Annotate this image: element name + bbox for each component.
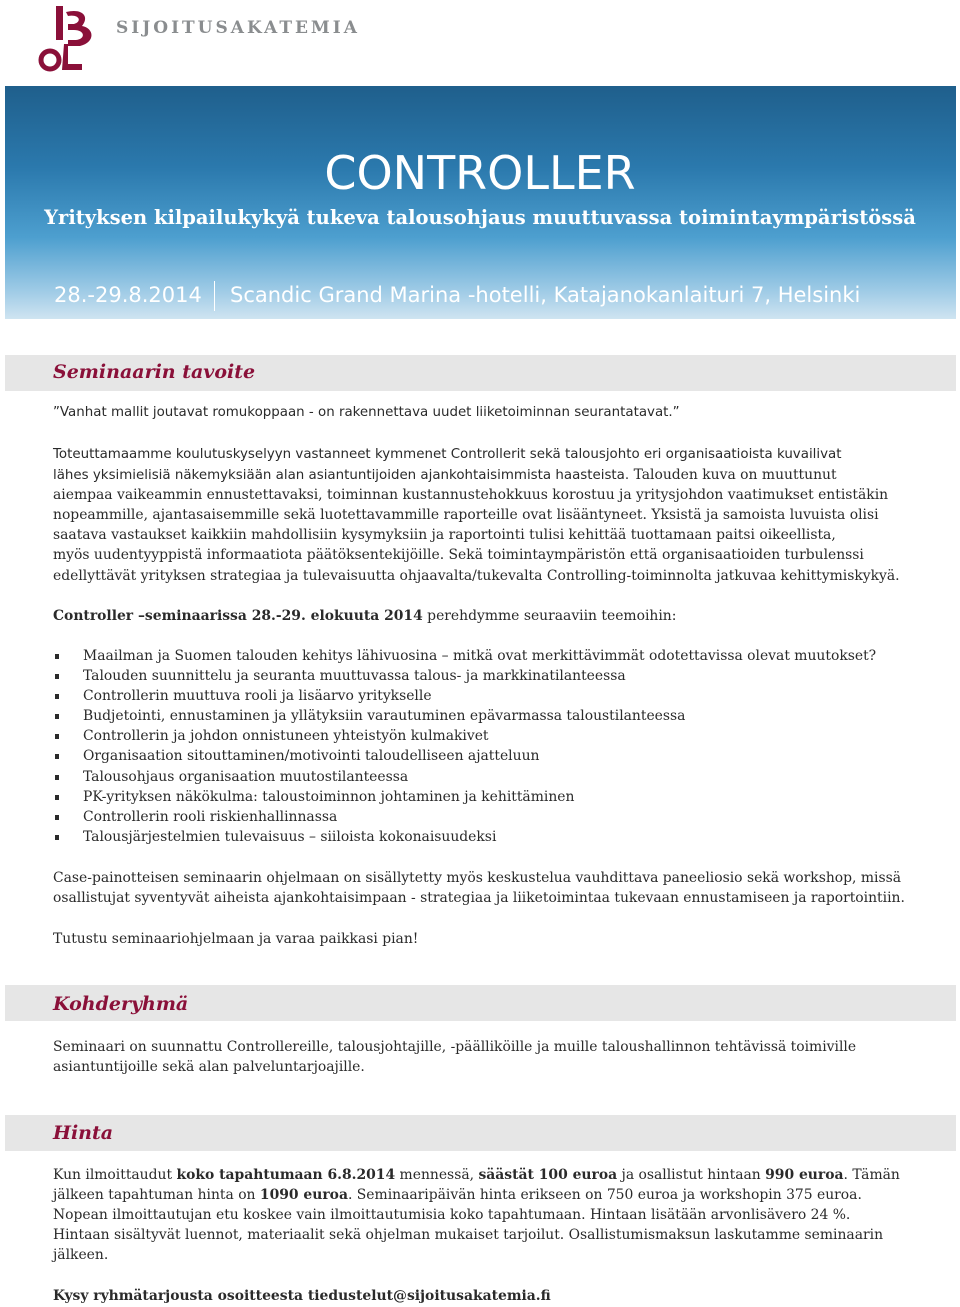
list-item: Talousohjaus organisaation muutostilanteessa bbox=[53, 767, 876, 787]
goal-paragraph-line: lähes yksimielisiä näkemyksiään alan asiantuntijoiden ajankohtaisimmista haasteista. Talouden kuva on muuttunut bbox=[53, 467, 837, 483]
list-item: Controllerin ja johdon onnistuneen yhteistyön kulmakivet bbox=[53, 726, 876, 746]
goal-paragraph-line: edellyttävät yrityksen strategiaa ja tulevaisuutta ohjaavalta/tukevalta Controlling-toiminnolta jatkuvaa kehittymiskykyä. bbox=[53, 568, 900, 584]
list-item: Budjetointi, ennustaminen ja yllätyksiin varautuminen epävarmassa taloustilanteessa bbox=[53, 706, 876, 726]
list-item: Controllerin muuttuva rooli ja lisäarvo yritykselle bbox=[53, 686, 876, 706]
goal-paragraph-line: saatava vastaukset kaikkiin mahdollisiin kysymyksiin ja raportointi tulisi kehittää tuottamaan paitsi oikeellista, bbox=[53, 527, 836, 543]
page-subtitle: Yrityksen kilpailukykyä tukeva talousohjaus muuttuvassa toimintaympäristössä bbox=[44, 206, 916, 229]
topics-list bbox=[53, 646, 876, 847]
call-to-action: Tutustu seminaariohjelmaan ja varaa paikkasi pian! bbox=[53, 931, 419, 947]
case-paragraph-line: Case-painotteisen seminaarin ohjelmaan on sisällytetty myös keskustelua vauhdittava paneeliosio sekä workshop, missä bbox=[53, 870, 902, 886]
list-item: PK-yrityksen näkökulma: taloustoiminnon johtaminen ja kehittäminen bbox=[53, 787, 876, 807]
price-line: jälkeen tapahtuman hinta on 1090 euroa. Seminaaripäivän hinta erikseen on 750 euroa ja workshopin 375 euroa. bbox=[53, 1187, 862, 1203]
list-item: Talouden suunnittelu ja seuranta muuttuvassa talous- ja markkinatilanteessa bbox=[53, 666, 876, 686]
price-line: Hintaan sisältyvät luennot, materiaalit sekä ohjelman mukaiset tarjoilut. Osallistumismaksun laskutamme seminaarin bbox=[53, 1227, 884, 1243]
audience-line: asiantuntijoille sekä alan palveluntarjoajille. bbox=[53, 1059, 365, 1075]
goal-paragraph-line: nopeammille, ajantasaisemmille sekä luotettavammille raporteille ovat lisääntyneet. Yksistä ja samoista luvuista olisi bbox=[53, 507, 879, 523]
price-line: Kun ilmoittaudut koko tapahtumaan 6.8.2014 mennessä, säästät 100 euroa ja osallistut hintaan 990 euroa. Tämän bbox=[53, 1167, 900, 1183]
page-title: CONTROLLER bbox=[324, 146, 636, 200]
section-title-goal: Seminaarin tavoite bbox=[53, 361, 256, 383]
group-offer: Kysy ryhmätarjousta osoitteesta tiedustelut@sijoitusakatemia.fi bbox=[53, 1288, 551, 1304]
list-item: Controllerin rooli riskienhallinnassa bbox=[53, 807, 876, 827]
list-item: Maailman ja Suomen talouden kehitys lähivuosina – mitkä ovat merkittävimmät odotettavissa olevat muutokset? bbox=[53, 646, 876, 666]
section-title-audience: Kohderyhmä bbox=[53, 993, 189, 1015]
price-line: jälkeen. bbox=[53, 1247, 109, 1263]
case-paragraph-line: osallistujat syventyvät aiheista ajankohtaisimpaan - strategiaa ja liiketoimintaa tukevaan ennustamiseen ja raportointiin. bbox=[53, 890, 905, 906]
event-date: 28.-29.8.2014 bbox=[54, 283, 202, 307]
price-line: Nopean ilmoittautujan etu koskee vain ilmoittautumisia koko tapahtumaan. Hintaan lisätään arvonlisävero 24 %. bbox=[53, 1207, 851, 1223]
goal-paragraph-line: myös uudentyyppistä informaatiota päätöksentekijöille. Sekä toimintaympäristön että organisaatioiden turbulenssi bbox=[53, 547, 864, 563]
audience-line: Seminaari on suunnattu Controllereille, talousjohtajille, -päälliköille ja muille taloushallinnon tehtävissä toimiville bbox=[53, 1039, 857, 1055]
section-title-price: Hinta bbox=[53, 1122, 114, 1144]
topics-intro: Controller –seminaarissa 28.-29. elokuuta 2014 perehdymme seuraaviin teemoihin: bbox=[53, 608, 677, 624]
logo-icon bbox=[38, 6, 100, 72]
divider bbox=[214, 281, 215, 311]
list-item: Talousjärjestelmien tulevaisuus – siiloista kokonaisuudeksi bbox=[53, 827, 876, 847]
list-item: Organisaation sitouttaminen/motivointi taloudelliseen ajatteluun bbox=[53, 746, 876, 766]
goal-quote: ”Vanhat mallit joutavat romukoppaan - on rakennettava uudet liiketoiminnan seurantatavat.” bbox=[53, 405, 680, 420]
goal-paragraph-line: aiempaa vaikeammin ennustettavaksi, toiminnan kustannustehokkuus korostuu ja yritysjohdon vaatimukset entistäkin bbox=[53, 487, 889, 503]
event-venue: Scandic Grand Marina -hotelli, Katajanokanlaituri 7, Helsinki bbox=[230, 283, 861, 307]
brand-name: SIJOITUSAKATEMIA bbox=[116, 18, 360, 38]
goal-paragraph-line: Toteuttamaamme koulutuskyselyyn vastanneet kymmenet Controllerit sekä talousjohto eri organisaatioista kuvailivat bbox=[53, 447, 842, 462]
section-bar-price bbox=[5, 1115, 956, 1151]
